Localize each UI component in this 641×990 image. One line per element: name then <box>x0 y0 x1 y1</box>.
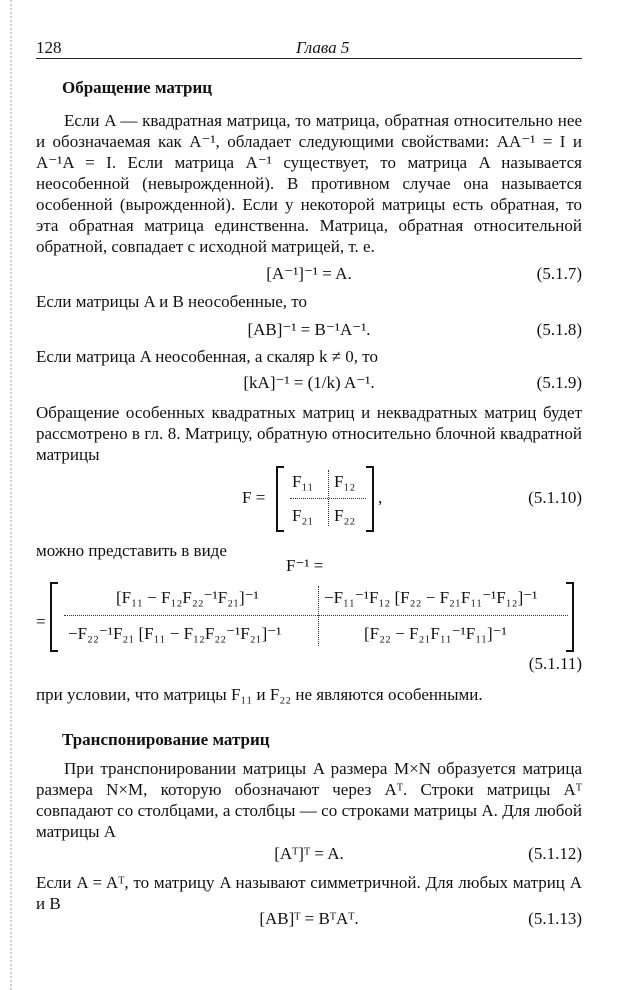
header-rule <box>36 58 582 59</box>
page-edge <box>0 0 12 990</box>
section-title-transpose: Транспонирование матриц <box>62 730 270 749</box>
page-number: 128 <box>36 38 62 57</box>
equation-number: (5.1.12) <box>528 844 582 863</box>
paragraph-scalar: Если матрица A неособенная, а скаляр k ≠ 0, то <box>36 347 378 366</box>
equation-5-1-8 <box>36 318 582 342</box>
inverse-c11: [F₁₁ − F₁₂F₂₂⁻¹F₂₁]⁻¹ <box>116 588 259 607</box>
paragraph-transpose: При транспонировании матрицы A размера M×N образуется матрица размера N×M, которую обозначают через Aᵀ. Строки матрицы Aᵀ совпадают со столбцами, а столбцы — со строками матрицы A. Для любой матрицы A <box>36 759 582 841</box>
inverse-eq-sign: = <box>36 612 46 631</box>
block-matrix-lhs: F = <box>242 488 266 507</box>
block-divider-v <box>328 470 329 526</box>
paragraph-representation: можно представить в виде <box>36 541 227 560</box>
equation-5-1-9 <box>36 371 582 395</box>
block-f22: F₂₂ <box>334 506 356 525</box>
equation-number: (5.1.7) <box>536 264 582 283</box>
paragraph-block-matrix: Обращение особенных квадратных матриц и неквадратных матриц будет рассмотрено в гл. 8. Матрицу, обратную относительно блочной квадратной матрицы <box>36 403 582 464</box>
equation-5-1-12 <box>36 842 582 866</box>
right-bracket <box>366 466 374 532</box>
equation-formula: [AB]⁻¹ = B⁻¹A⁻¹. <box>247 320 371 339</box>
equation-formula: [kA]⁻¹ = (1/k) A⁻¹. <box>243 373 375 392</box>
paragraph-product: Если матрицы A и B неособенные, то <box>36 292 307 311</box>
equation-number: (5.1.11) <box>528 654 582 673</box>
inverse-c22: [F₂₂ − F₂₁F₁₁⁻¹F₁₁]⁻¹ <box>364 624 507 643</box>
equation-number: (5.1.9) <box>536 373 582 392</box>
section-title-inverse: Обращение матриц <box>62 78 213 97</box>
left-bracket <box>50 582 58 652</box>
chapter-title: Глава 5 <box>296 38 350 57</box>
block-f11: F₁₁ <box>292 472 314 491</box>
inverse-c21: −F₂₂⁻¹F₂₁ [F₁₁ − F₁₂F₂₂⁻¹F₂₁]⁻¹ <box>68 624 282 643</box>
paragraph-symmetric: Если A = Aᵀ, то матрицу A называют симметричной. Для любых матриц A и B <box>36 873 582 913</box>
equation-number: (5.1.13) <box>528 909 582 928</box>
paragraph-inverse-properties: Если A — квадратная матрица, то матрица, обратная относительно нее и обозначаемая как A⁻¹, обладает следующими свойствами: AA⁻¹ = I и A⁻¹A = I. Если матрица A⁻¹ существует, то матрица A называется неособенной (невырожденной). В противном случае она называется особенной (вырожденной). Если у некоторой матрицы есть обратная, то эта обратная матрица единственна. Матрица, обратная относительной обратной, совпадает с исходной матрицей, т. е. <box>36 111 582 256</box>
equation-5-1-11 <box>36 556 582 674</box>
equation-formula: [Aᵀ]ᵀ = A. <box>274 844 344 863</box>
equation-formula: [A⁻¹]⁻¹ = A. <box>266 264 352 283</box>
inverse-divider-h <box>64 615 568 616</box>
paragraph-condition: при условии, что матрицы F₁₁ и F₂₂ не являются особенными. <box>36 685 483 704</box>
block-f21: F₂₁ <box>292 506 314 525</box>
equation-5-1-7 <box>36 262 582 286</box>
page-header <box>36 30 582 56</box>
block-tail: , <box>378 488 383 507</box>
equation-formula: [AB]ᵀ = BᵀAᵀ. <box>259 909 359 928</box>
right-bracket <box>566 582 574 652</box>
left-bracket <box>276 466 284 532</box>
block-f12: F₁₂ <box>334 472 356 491</box>
inverse-lhs: F⁻¹ = <box>286 556 324 575</box>
equation-number: (5.1.8) <box>536 320 582 339</box>
inverse-c12: −F₁₁⁻¹F₁₂ [F₂₂ − F₂₁F₁₁⁻¹F₁₂]⁻¹ <box>324 588 538 607</box>
equation-number: (5.1.10) <box>528 488 582 507</box>
equation-5-1-10 <box>36 464 582 534</box>
inverse-divider-v <box>318 586 319 646</box>
equation-5-1-13 <box>36 907 582 931</box>
